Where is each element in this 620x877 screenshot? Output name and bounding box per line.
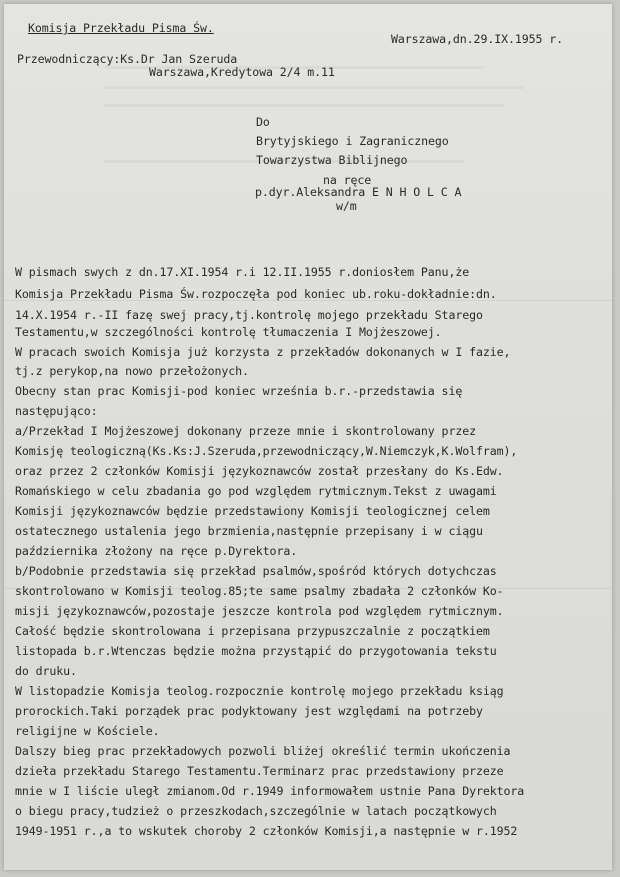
body-line: Obecny stan prac Komisji-pod koniec września b.r.-przedstawia się xyxy=(15,384,463,398)
body-line: Komisję teologiczną(Ks.Ks:J.Szeruda,przewodniczący,W.Niemczyk,K.Wolfram), xyxy=(15,444,518,458)
body-line: oraz przez 2 członków Komisji językoznawców został przesłany do Ks.Edw. xyxy=(15,464,504,478)
bleed-through xyxy=(104,86,524,89)
body-line: października złożony na ręce p.Dyrektora. xyxy=(15,544,298,558)
recipient-name: p.dyr.Aleksandra E N H O L C A xyxy=(255,185,462,199)
recipient-wm: w/m xyxy=(336,199,357,213)
body-line: W pismach swych z dn.17.XI.1954 r.i 12.II.1955 r.doniosłem Panu,że xyxy=(15,265,470,279)
bleed-through xyxy=(104,104,504,107)
body-line: listopada b.r.Wtenczas będzie można przystąpić do przygotowania tekstu xyxy=(15,644,497,658)
recipient-line-2: Towarzystwa Biblijnego xyxy=(256,153,408,167)
body-line: mnie w I liście uległ zmianom.Od r.1949 informowałem ustnie Pana Dyrektora xyxy=(15,784,525,798)
body-line: b/Podobnie przedstawia się przekład psalmów,spośród których dotychczas xyxy=(15,564,497,578)
body-line: Komisji językoznawców będzie przedstawiony Komisji teologicznej celem xyxy=(15,504,490,518)
recipient-line-1: Brytyjskiego i Zagranicznego xyxy=(256,134,449,148)
body-line: W pracach swoich Komisja już korzysta z przekładów dokonanych w I fazie, xyxy=(15,345,511,359)
body-line: Testamentu,w szczególności kontrolę tłumaczenia I Mojżeszowej. xyxy=(15,325,442,339)
letter-page xyxy=(4,4,612,870)
recipient-to: Do xyxy=(256,115,270,129)
body-line: do druku. xyxy=(15,664,77,678)
body-line: W listopadzie Komisja teolog.rozpocznie kontrolę mojego przekładu ksiąg xyxy=(15,684,504,698)
body-line: 14.X.1954 r.-II fazę swej pracy,tj.kontrolę mojego przekładu Starego xyxy=(15,308,483,322)
body-line: 1949-1951 r.,a to wskutek choroby 2 członków Komisji,a następnie w r.1952 xyxy=(15,824,518,838)
body-line: skontrolowano w Komisji teolog.85;te same psalmy zbadała 2 członków Ko- xyxy=(15,584,504,598)
body-line: religijne w Kościele. xyxy=(15,724,160,738)
commission-header: Komisja Przekładu Pisma Św. xyxy=(28,21,214,35)
body-line: ostatecznego ustalenia jego brzmienia,następnie przepisany i w ciągu xyxy=(15,524,483,538)
body-line: Dalszy bieg prac przekładowych pozwoli bliżej określić termin ukończenia xyxy=(15,744,511,758)
recipient-attn: na ręce xyxy=(323,173,372,187)
body-line: prorockich.Taki porządek prac podyktowany jest względami na potrzeby xyxy=(15,704,483,718)
chairman-address: Warszawa,Kredytowa 2/4 m.11 xyxy=(149,65,335,79)
body-line: Całość będzie skontrolowana i przepisana przypuszczalnie z początkiem xyxy=(15,624,490,638)
body-line: tj.z perykop,na nowo przełożonych. xyxy=(15,364,249,378)
body-line: o biegu pracy,tudzież o przeszkodach,szczególnie w latach początkowych xyxy=(15,804,497,818)
place-date: Warszawa,dn.29.IX.1955 r. xyxy=(391,32,564,46)
body-line: następująco: xyxy=(15,404,98,418)
body-line: a/Przekład I Mojżeszowej dokonany przeze mnie i skontrolowany przez xyxy=(15,424,476,438)
chairman-line: Przewodniczący:Ks.Dr Jan Szeruda xyxy=(17,52,238,66)
body-line: dzieła przekładu Starego Testamentu.Terminarz prac przedstawiony przeze xyxy=(15,764,504,778)
body-line: misji językoznawców,pozostaje jeszcze kontrola pod względem rytmicznym. xyxy=(15,604,504,618)
body-line: Komisja Przekładu Pisma Św.rozpoczęła pod koniec ub.roku-dokładnie:dn. xyxy=(15,287,497,301)
body-line: Romańskiego w celu zbadania go pod względem rytmicznym.Tekst z uwagami xyxy=(15,484,497,498)
